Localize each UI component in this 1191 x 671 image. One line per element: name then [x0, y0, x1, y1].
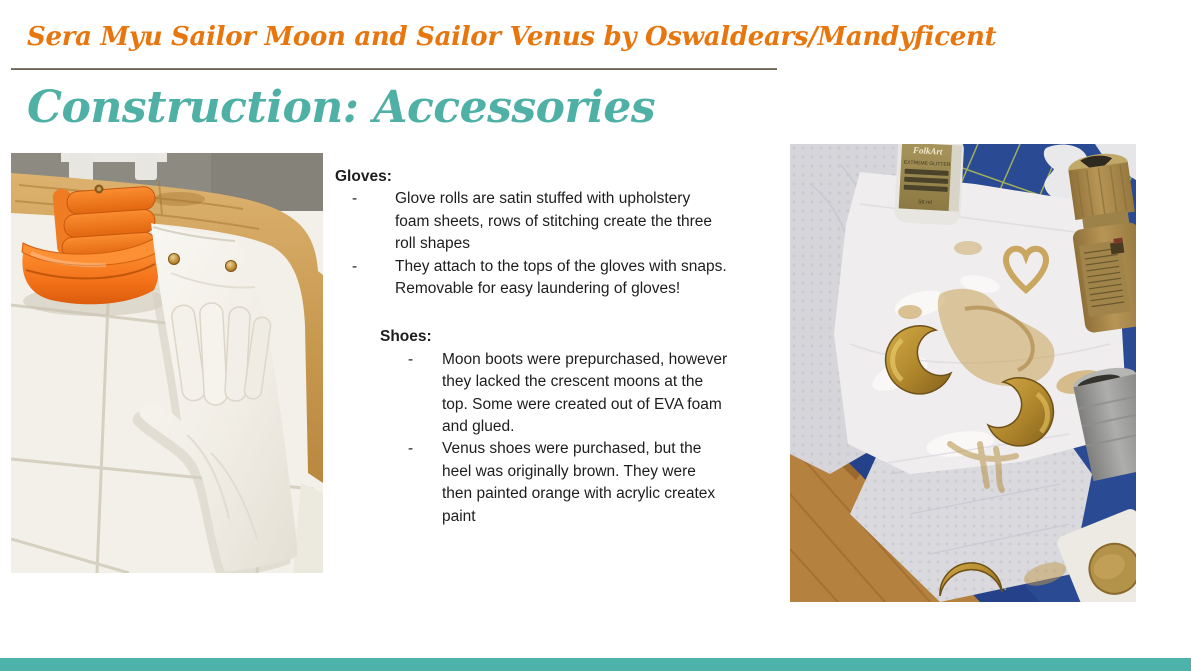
bullet-text: Venus shoes were purchased, but the heel was originally brown. They were then painted orange with acrylic createx paint — [442, 440, 716, 525]
bottle-product-text: EXTREME GLITTER — [903, 159, 951, 169]
gloves-bullet-1 — [335, 188, 775, 255]
bullet-marker: - — [408, 350, 414, 368]
slide-header-title: Sera Myu Sailor Moon and Sailor Venus by Oswaldears/Mandyficent — [27, 22, 997, 52]
header-divider — [11, 68, 777, 70]
bullet-text: They attach to the tops of the gloves with snaps. Removable for easy laundering of gloves! — [395, 257, 727, 298]
gloves-photo — [11, 153, 323, 573]
shoes-heading: Shoes: — [380, 328, 432, 346]
bottle-volume-text: 59 ml — [918, 199, 932, 207]
bottle-brand-text: FolkArt — [912, 145, 943, 157]
footer-accent-bar — [0, 658, 1191, 671]
gloves-bullet-2 — [335, 256, 775, 301]
page-title: Construction: Accessories — [27, 82, 656, 133]
bullet-marker: - — [408, 440, 414, 458]
glove-snap-left — [169, 254, 180, 265]
bullet-marker: - — [352, 257, 358, 275]
glitter-paint-bottle — [894, 144, 965, 226]
glove-snap-right — [226, 261, 237, 272]
crescent-paint-photo — [790, 144, 1136, 602]
bullet-text: Moon boots were prepurchased, however they lacked the crescent moons at the top. Some were created out of EVA foam and glued. — [442, 350, 728, 436]
bullet-marker: - — [352, 190, 358, 208]
shoes-bullet-1 — [335, 349, 775, 439]
bullet-text: Glove rolls are satin stuffed with upholstery foam sheets, rows of stitching create the three roll shapes — [395, 190, 713, 253]
gloves-heading: Gloves: — [335, 168, 392, 185]
notes-column — [335, 166, 775, 528]
shoes-bullet-2 — [335, 438, 775, 528]
